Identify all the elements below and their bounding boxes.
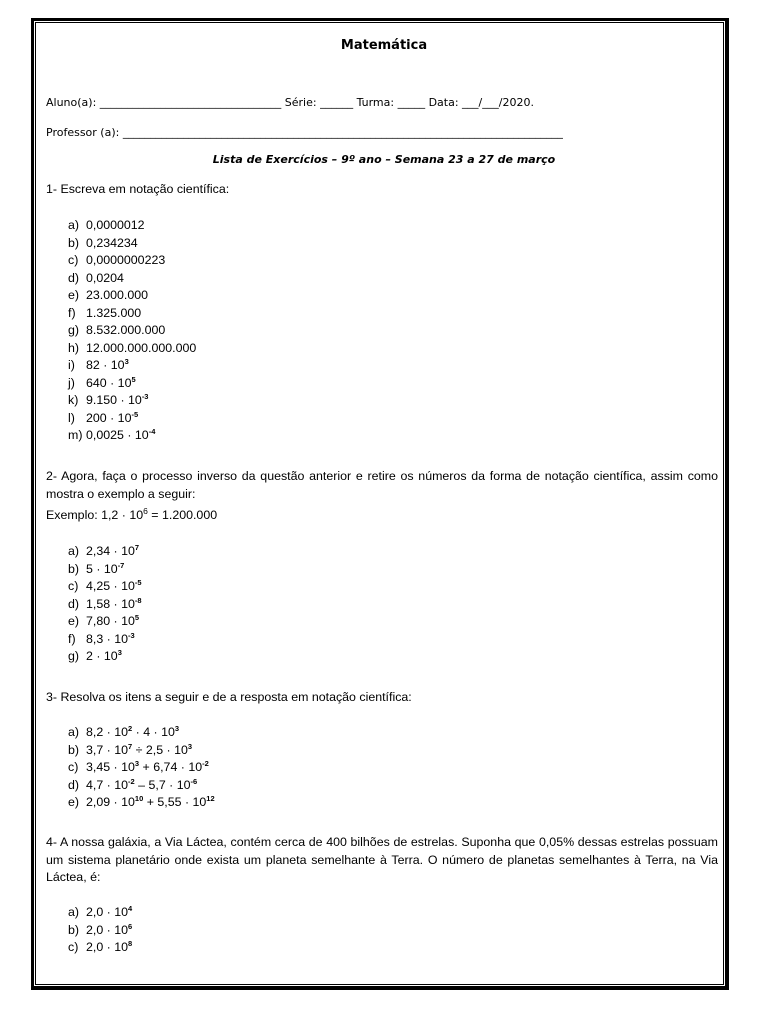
item-value: 2,0 · 10: [86, 905, 129, 919]
item-value: 7,80 · 10: [86, 614, 135, 628]
item-value: 9.150 · 10: [86, 393, 142, 407]
item-label: c): [68, 579, 79, 593]
item-label: a): [68, 544, 80, 558]
question-2-prompt: 2- Agora, faça o processo inverso da questão anterior e retire os números da forma de notação científica, assim como mostra o exemplo a seguir:: [46, 469, 718, 501]
item-exponent: -2: [202, 759, 209, 768]
item-value: 2,34 · 10: [86, 544, 135, 558]
item-value: 82 · 10: [86, 358, 125, 372]
item-label: d): [68, 270, 80, 285]
item-exponent: -3: [128, 630, 135, 640]
item-exponent: 5: [134, 613, 140, 622]
example-exponent: 6: [143, 506, 148, 516]
question-3-items: [68, 724, 215, 812]
item-label: e): [68, 614, 80, 628]
item-value: 8,2 · 10: [86, 725, 129, 739]
item-label: b): [68, 235, 80, 250]
question-4-item: [68, 904, 132, 922]
question-1-item: [68, 235, 196, 253]
question-2-item: [68, 613, 142, 631]
item-value: 4,7 · 10: [86, 777, 129, 792]
item-label: a): [68, 725, 80, 739]
item-exponent: 4: [128, 904, 133, 913]
question-1-item: [68, 427, 196, 445]
item-label: c): [68, 760, 79, 774]
question-2-item: [68, 578, 142, 596]
item-exponent: 2: [128, 724, 133, 733]
question-4-items: [68, 904, 132, 957]
item-exponent: -5: [131, 409, 139, 419]
page-title: Matemática: [340, 38, 428, 53]
item-exponent: 5: [131, 374, 136, 384]
question-2-item: [68, 648, 142, 666]
item-value: 0,0000000223: [86, 253, 166, 267]
item-value: 200 · 10: [86, 410, 132, 425]
item-label: i): [68, 358, 75, 372]
item-exponent: 12: [206, 794, 215, 803]
item-label: a): [68, 905, 80, 919]
question-4-item: [68, 939, 132, 957]
question-2-item: [68, 543, 142, 561]
item-value: 23.000.000: [86, 288, 149, 302]
item-exponent: 7: [128, 741, 133, 751]
item-value: · 4 · 10: [132, 725, 175, 739]
question-1-item: [68, 305, 196, 323]
item-label: b): [68, 922, 80, 937]
item-label: e): [68, 795, 80, 809]
question-1-item: [68, 357, 196, 375]
item-value: 0,0000012: [86, 218, 145, 232]
example-prefix: Exemplo: 1,2 · 10: [46, 508, 144, 522]
question-3-item: [68, 777, 215, 795]
item-value: 0,0025 · 10: [86, 428, 149, 442]
question-1-item: [68, 392, 196, 410]
teacher-line: Professor (a): ________________________________________________________________________________: [46, 126, 563, 139]
item-label: c): [68, 253, 79, 267]
item-exponent: 3: [117, 648, 122, 657]
question-1-items: [68, 217, 196, 445]
question-3-prompt: 3- Resolva os itens a seguir e de a resposta em notação científica:: [46, 690, 412, 704]
item-value: 1,58 · 10: [86, 596, 135, 611]
question-2-item: [68, 561, 142, 579]
item-value: + 5,55 · 10: [143, 795, 207, 809]
item-value: + 6,74 · 10: [139, 760, 203, 774]
question-1-item: [68, 252, 196, 270]
student-info-line: Aluno(a): _________________________________ Série: ______ Turma: _____ Data: ___/___/2020.: [46, 96, 534, 109]
item-value: 3,45 · 10: [86, 760, 135, 774]
item-label: e): [68, 288, 80, 302]
item-exponent: -4: [148, 427, 156, 436]
item-value: 0,0204: [86, 270, 124, 285]
item-value: ÷ 2,5 · 10: [132, 742, 188, 757]
item-value: 4,25 · 10: [86, 579, 135, 593]
item-value: 5 · 10: [86, 561, 118, 576]
question-2-item: [68, 631, 142, 649]
item-label: d): [68, 596, 80, 611]
question-3-item: [68, 759, 215, 777]
item-label: c): [68, 940, 79, 954]
item-value: 0,234234: [86, 235, 138, 250]
item-label: l): [68, 410, 75, 425]
item-label: f): [68, 305, 76, 320]
item-label: g): [68, 649, 80, 663]
item-exponent: -3: [141, 392, 149, 401]
item-value: 3,7 · 10: [86, 742, 129, 757]
item-exponent: 6: [128, 921, 133, 931]
question-3-item: [68, 742, 215, 760]
item-value: 12.000.000.000.000: [86, 340, 197, 355]
question-1-item: [68, 322, 196, 340]
item-value: 8,3 · 10: [86, 631, 129, 646]
item-value: – 5,7 · 10: [134, 777, 191, 792]
item-exponent: 7: [134, 543, 140, 552]
question-3-item: [68, 794, 215, 812]
item-label: k): [68, 393, 79, 407]
item-exponent: -5: [134, 578, 142, 587]
item-exponent: 8: [128, 939, 133, 948]
question-4-prompt: 4- A nossa galáxia, a Via Láctea, contém cerca de 400 bilhões de estrelas. Suponha que 0,05% dessas estrelas possuam um sistema planetário onde exista um planeta semelhante à Terra. O número de planetas semelhantes à Terra, na Via Láctea, é:: [46, 835, 718, 884]
item-label: d): [68, 777, 80, 792]
item-exponent: 3: [124, 357, 129, 366]
item-exponent: 10: [134, 794, 144, 803]
item-value: 1.325.000: [86, 305, 142, 320]
item-exponent: -8: [134, 595, 142, 605]
item-value: 2 · 10: [86, 649, 118, 663]
item-label: j): [68, 375, 75, 390]
worksheet-subtitle: Lista de Exercícios – 9º ano – Semana 23 a 27 de março: [212, 153, 556, 166]
question-4-item: [68, 922, 132, 940]
item-value: 8.532.000.000: [86, 323, 166, 337]
question-3-item: [68, 724, 215, 742]
question-2-item: [68, 596, 142, 614]
item-label: b): [68, 742, 80, 757]
question-2-items: [68, 543, 142, 666]
question-1-item: [68, 270, 196, 288]
item-exponent: 3: [187, 741, 193, 751]
item-exponent: -6: [190, 776, 198, 786]
item-label: f): [68, 631, 76, 646]
item-label: a): [68, 218, 80, 232]
question-1-item: [68, 287, 196, 305]
question-1-item: [68, 375, 196, 393]
item-exponent: -2: [128, 776, 135, 786]
question-1-item: [68, 217, 196, 235]
item-exponent: 3: [174, 724, 180, 733]
item-exponent: 3: [134, 759, 140, 768]
item-label: m): [68, 428, 83, 442]
question-2-example: [46, 507, 718, 525]
question-1-prompt: 1- Escreva em notação científica:: [46, 182, 230, 196]
item-value: 640 · 10: [86, 375, 132, 390]
item-label: g): [68, 323, 80, 337]
item-value: 2,0 · 10: [86, 940, 129, 954]
item-exponent: -7: [117, 560, 125, 570]
example-suffix: = 1.200.000: [147, 508, 218, 522]
item-value: 2,0 · 10: [86, 922, 129, 937]
item-label: h): [68, 340, 80, 355]
item-value: 2,09 · 10: [86, 795, 135, 809]
item-label: b): [68, 561, 80, 576]
question-1-item: [68, 340, 196, 358]
question-1-item: [68, 410, 196, 428]
